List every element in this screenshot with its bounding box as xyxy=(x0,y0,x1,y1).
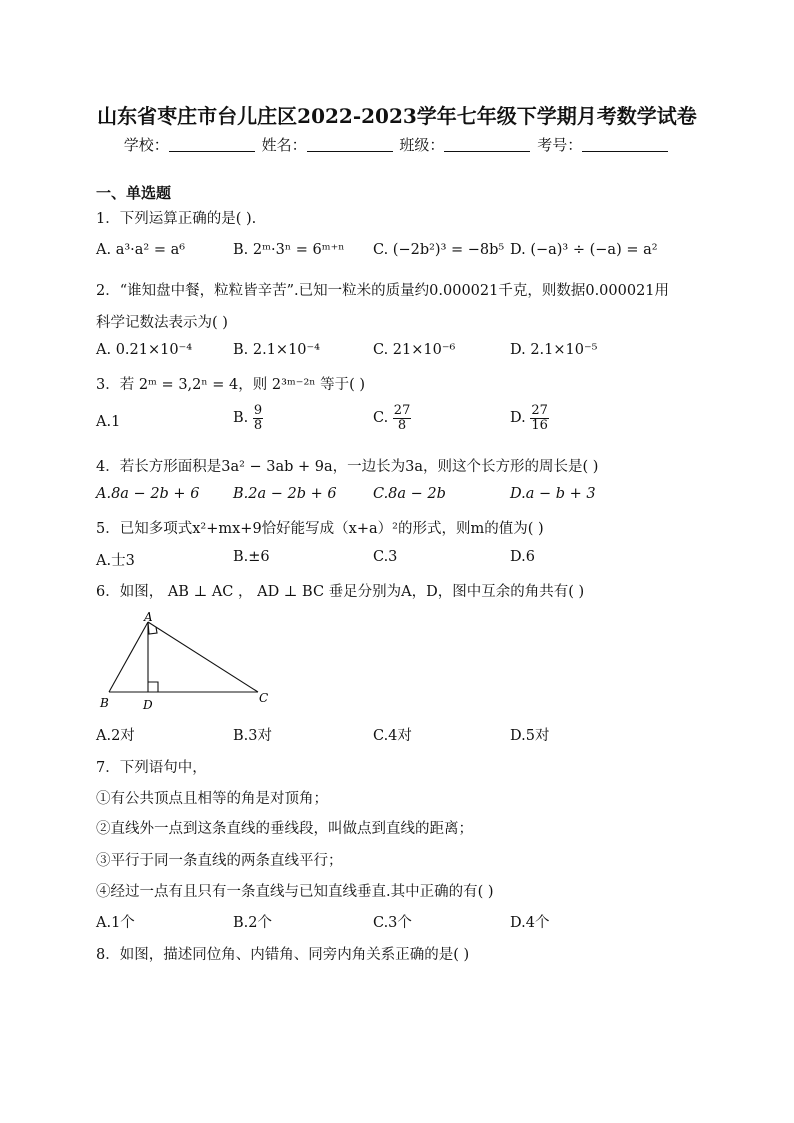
question-2-option-c[interactable]: C. 21×10⁻⁶ xyxy=(373,342,456,358)
question-6-option-a[interactable]: A.2对 xyxy=(96,728,135,744)
field-name-blank[interactable] xyxy=(307,137,393,152)
question-6-options xyxy=(96,724,716,746)
question-4-option-c[interactable]: C.8a − 2b xyxy=(373,486,446,502)
question-7-option-c[interactable]: C.3个 xyxy=(373,915,412,931)
question-5-option-a[interactable]: A.士3 xyxy=(96,553,135,569)
question-7-option-b[interactable]: B.2个 xyxy=(233,915,272,931)
option-letter: B. xyxy=(233,410,249,427)
question-2-option-a[interactable]: A. 0.21×10⁻⁴ xyxy=(96,342,193,358)
question-2-stem: 2．“谁知盘中餐，粒粒皆辛苦”.已知一粒米的质量约0.000021千克，则数据0.000021用 xyxy=(96,283,670,299)
question-2-option-b[interactable]: B. 2.1×10⁻⁴ xyxy=(233,342,320,358)
question-3-option-c[interactable] xyxy=(373,404,411,432)
question-7-option-d[interactable]: D.4个 xyxy=(510,915,550,931)
question-2-option-d[interactable]: D. 2.1×10⁻⁵ xyxy=(510,342,598,358)
student-info-line xyxy=(0,134,794,155)
question-4-option-b[interactable]: B.2a − 2b + 6 xyxy=(233,486,337,502)
question-2-stem-cont: 科学记数法表示为( ) xyxy=(96,315,228,331)
option-letter: C. xyxy=(373,410,389,427)
option-value: 1 xyxy=(111,414,121,430)
question-1-options xyxy=(96,242,716,264)
question-7-option-a[interactable]: A.1个 xyxy=(96,915,135,931)
field-number-blank[interactable] xyxy=(582,137,668,152)
label-c: C xyxy=(259,691,269,705)
question-1-option-b[interactable]: B. 2ᵐ·3ⁿ = 6ᵐ⁺ⁿ xyxy=(233,242,345,258)
option-letter: D. xyxy=(510,410,526,427)
question-3-option-b[interactable] xyxy=(233,404,263,432)
question-5-stem: 5．已知多项式x²+mx+9恰好能写成（x+a）²的形式，则m的值为( ) xyxy=(96,521,544,537)
section-heading: 一、单选题 xyxy=(96,184,172,202)
question-5-option-c[interactable]: C.3 xyxy=(373,549,398,565)
question-4-option-a[interactable]: A.8a − 2b + 6 xyxy=(96,486,200,502)
question-7-statement-3: ③平行于同一条直线的两条直线平行； xyxy=(96,853,343,869)
question-7-options xyxy=(96,911,716,933)
question-3-option-a[interactable] xyxy=(96,414,120,430)
numerator: 27 xyxy=(531,403,548,418)
question-3-option-d[interactable] xyxy=(510,404,549,432)
field-number-label: 考号： xyxy=(537,136,583,154)
question-5-option-d[interactable]: D.6 xyxy=(510,549,535,565)
question-6-option-c[interactable]: C.4对 xyxy=(373,728,412,744)
question-6-option-b[interactable]: B.3对 xyxy=(233,728,272,744)
option-letter: A. xyxy=(96,414,112,430)
field-class-blank[interactable] xyxy=(444,137,530,152)
question-5-options xyxy=(96,549,716,571)
page-title: 山东省枣庄市台儿庄区2022-2023学年七年级下学期月考数学试卷 xyxy=(97,104,697,128)
question-1-option-a[interactable]: A. a³·a² = a⁶ xyxy=(96,242,186,258)
question-6-stem: 6．如图， AB ⊥ AC ， AD ⊥ BC 垂足分别为A，D，图中互余的角共有( ) xyxy=(96,584,585,600)
numerator: 9 xyxy=(253,403,263,418)
question-8-stem: 8．如图，描述同位角、内错角、同旁内角关系正确的是( ) xyxy=(96,947,470,963)
question-6-option-d[interactable]: D.5对 xyxy=(510,728,550,744)
question-5-option-b[interactable]: B.±6 xyxy=(233,549,270,565)
question-4-option-d[interactable]: D.a − b + 3 xyxy=(510,486,596,502)
field-name-label: 姓名： xyxy=(261,136,307,154)
denominator: 16 xyxy=(531,417,548,433)
question-7-statement-1: ①有公共顶点且相等的角是对顶角； xyxy=(96,791,328,807)
field-school-label: 学校： xyxy=(123,136,169,154)
triangle-figure xyxy=(96,610,276,715)
fraction xyxy=(253,404,263,432)
fraction xyxy=(530,404,549,432)
fraction xyxy=(393,404,412,432)
label-a: A xyxy=(144,610,153,624)
numerator: 27 xyxy=(393,403,411,418)
label-b: B xyxy=(100,696,109,710)
question-7-statement-4: ④经过一点有且只有一条直线与已知直线垂直.其中正确的有( ) xyxy=(96,884,494,900)
question-1-option-c[interactable]: C. (−2b²)³ = −8b⁵ xyxy=(373,242,505,258)
question-7-statement-2: ②直线外一点到这条直线的垂线段，叫做点到直线的距离； xyxy=(96,821,473,837)
question-1-stem: 1．下列运算正确的是( ). xyxy=(96,211,257,227)
question-3-options xyxy=(96,404,716,442)
question-4-options xyxy=(96,486,716,508)
question-3-stem: 3．若 2ᵐ = 3,2ⁿ = 4，则 2³ᵐ⁻²ⁿ 等于( ) xyxy=(96,377,366,393)
label-d: D xyxy=(143,698,153,712)
denominator: 8 xyxy=(397,417,407,433)
field-class-label: 班级： xyxy=(399,136,445,154)
question-4-stem: 4．若长方形面积是3a² − 3ab + 9a，一边长为3a，则这个长方形的周长是( ) xyxy=(96,459,599,475)
question-2-options xyxy=(96,342,716,364)
question-1-option-d[interactable]: D. (−a)³ ÷ (−a) = a² xyxy=(510,242,658,258)
field-school-blank[interactable] xyxy=(169,137,255,152)
question-7-stem: 7．下列语句中， xyxy=(96,760,207,776)
denominator: 8 xyxy=(253,417,263,433)
